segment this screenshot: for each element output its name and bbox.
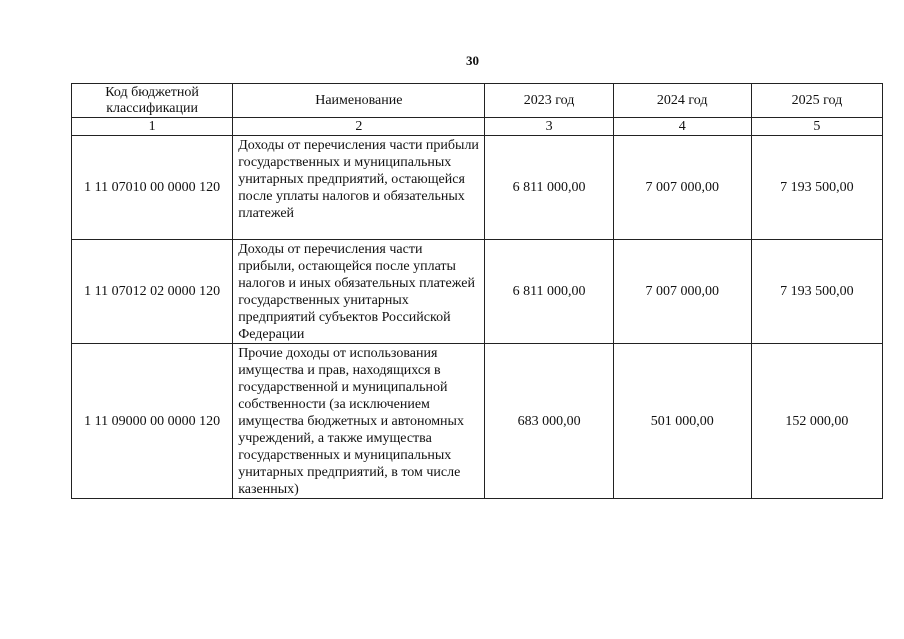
amount-2023: 683 000,00 — [485, 344, 613, 499]
column-number: 3 — [485, 118, 613, 136]
amount-2025: 7 193 500,00 — [751, 240, 882, 344]
column-number: 4 — [613, 118, 751, 136]
revenue-name: Доходы от перечисления части прибыли государственных и муниципальных унитарных предприятий, остающейся после уплаты налогов и обязательных платежей — [233, 136, 485, 240]
amount-2024: 7 007 000,00 — [613, 240, 751, 344]
budget-code: 1 11 07012 02 0000 120 — [72, 240, 233, 344]
header-year-2023: 2023 год — [485, 84, 613, 118]
budget-code: 1 11 07010 00 0000 120 — [72, 136, 233, 240]
header-name: Наименование — [233, 84, 485, 118]
budget-code: 1 11 09000 00 0000 120 — [72, 344, 233, 499]
budget-revenue-table — [71, 83, 883, 499]
amount-2023: 6 811 000,00 — [485, 240, 613, 344]
amount-2024: 7 007 000,00 — [613, 136, 751, 240]
header-code: Код бюджетной классификации — [72, 84, 233, 118]
table-row — [72, 136, 883, 240]
amount-2024: 501 000,00 — [613, 344, 751, 499]
amount-2023: 6 811 000,00 — [485, 136, 613, 240]
column-number: 1 — [72, 118, 233, 136]
table-row — [72, 344, 883, 499]
header-year-2024: 2024 год — [613, 84, 751, 118]
column-number-row — [72, 118, 883, 136]
revenue-name: Прочие доходы от использования имущества и прав, находящихся в государственной и муниципальной собственности (за исключением имущества бюджетных и автономных учреждений, а также имущества государственных и муниципальных унитарных предприятий, в том числе казенных) — [233, 344, 485, 499]
column-number: 2 — [233, 118, 485, 136]
page-number: 30 — [466, 53, 479, 68]
revenue-name: Доходы от перечисления части прибыли, остающейся после уплаты налогов и иных обязательных платежей государственных унитарных предприятий субъектов Российской Федерации — [233, 240, 485, 344]
amount-2025: 7 193 500,00 — [751, 136, 882, 240]
column-number: 5 — [751, 118, 882, 136]
amount-2025: 152 000,00 — [751, 344, 882, 499]
table-header-row — [72, 84, 883, 118]
header-year-2025: 2025 год — [751, 84, 882, 118]
table-row — [72, 240, 883, 344]
